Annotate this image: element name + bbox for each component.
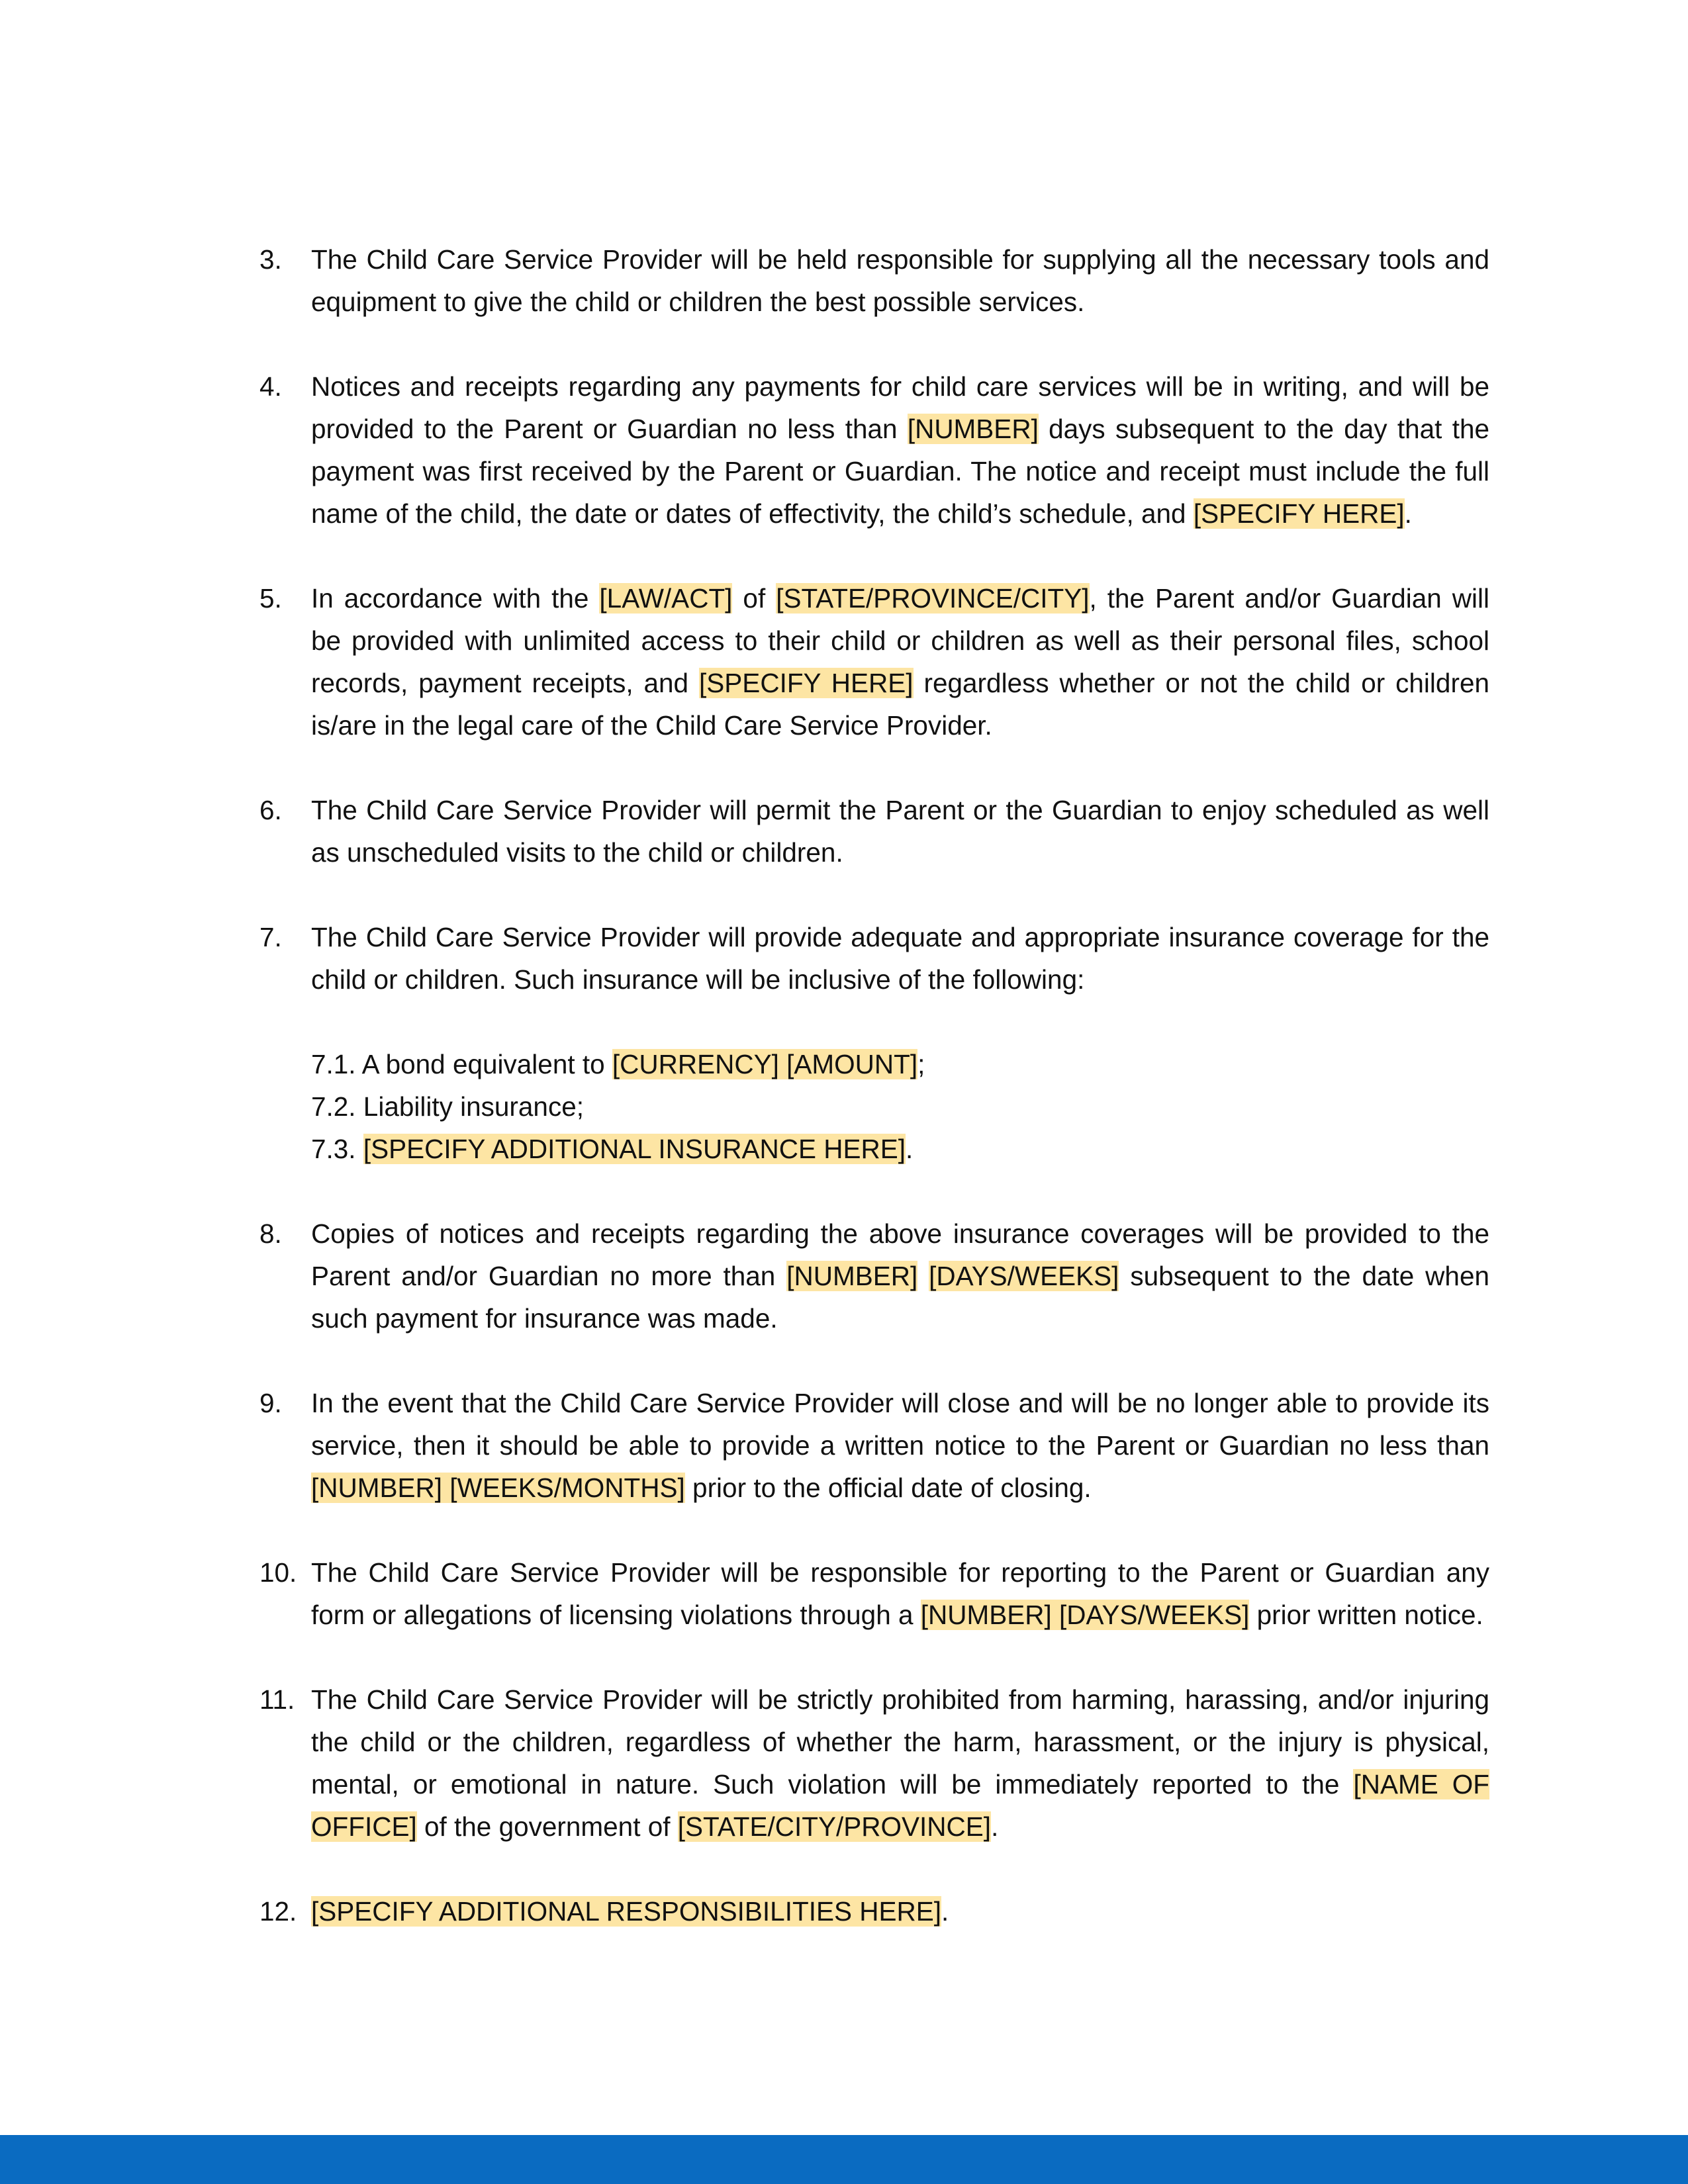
sub-clause-list <box>259 1043 1489 1170</box>
clause-item <box>259 916 1489 1001</box>
clause-item <box>259 1890 1489 1933</box>
clause-number: 4. <box>259 371 282 402</box>
clause-text <box>311 1678 1489 1848</box>
clause-text-segment: In the event that the Child Care Service Provider will close and will be no longer able to provide its service, then it should be able to provide a written notice to the Parent or Guardian no less than <box>311 1388 1489 1461</box>
clause-number: 10. <box>259 1557 297 1588</box>
placeholder-field: [LAW/ACT] <box>599 583 733 614</box>
clause-item <box>259 789 1489 874</box>
clause-text-segment: days subsequent to the day that the payment was first received by the Parent or Guardian. The notice and receipt must include the full name of the child, the date or dates of effectivity, the child’s schedule, and <box>311 414 1489 529</box>
clause-text-segment: The Child Care Service Provider will permit the Parent or the Guardian to enjoy scheduled as well as unscheduled visits to the child or children. <box>311 795 1489 868</box>
clause-text <box>311 789 1489 874</box>
clause-number: 6. <box>259 795 282 825</box>
clause-item <box>259 577 1489 747</box>
clause-text-segment: of <box>732 583 776 614</box>
clause-text-segment: regardless whether or not the child or children is/are in the legal care of the Child Care Service Provider. <box>311 668 1489 741</box>
clause-text-segment: . <box>906 1134 914 1164</box>
sub-clause-item <box>311 1128 1489 1170</box>
clause-text-segment: 7.2. Liability insurance; <box>311 1091 584 1122</box>
clause-text-segment: The Child Care Service Provider will be strictly prohibited from harming, harassing, and/or injuring the child or the children, regardless of whether the harm, harassment, or the injury is physical, mental, or emotional in nature. Such violation will be immediately reported to the <box>311 1684 1489 1799</box>
placeholder-field: [STATE/CITY/PROVINCE] <box>677 1811 992 1842</box>
clause-text-segment: . <box>991 1811 999 1842</box>
clause-text-segment: prior to the official date of closing. <box>684 1473 1092 1503</box>
placeholder-field: [NAME OF OFFICE] <box>311 1769 1489 1842</box>
placeholder-field: [STATE/PROVINCE/CITY] <box>776 583 1090 614</box>
clause-number: 7. <box>259 922 282 952</box>
placeholder-field: [DAYS/WEEKS] <box>929 1261 1119 1291</box>
clause-text-segment: subsequent to the date when such payment for insurance was made. <box>311 1261 1489 1334</box>
clause-text-segment: of the government of <box>416 1811 678 1842</box>
clause-item <box>259 238 1489 323</box>
clause-text <box>311 1551 1489 1636</box>
clause-item <box>259 1551 1489 1636</box>
placeholder-field: [SPECIFY HERE] <box>699 668 914 698</box>
placeholder-field: [NUMBER] <box>907 414 1039 444</box>
placeholder-field: [SPECIFY HERE] <box>1193 498 1405 529</box>
clause-text-segment: 7.1. A bond equivalent to <box>311 1049 612 1079</box>
clause-text <box>311 1890 1489 1933</box>
clause-number: 11. <box>259 1684 295 1715</box>
clause-text-segment: . <box>1404 498 1412 529</box>
clause-text-segment: . <box>941 1896 949 1927</box>
clause-text-segment: The Child Care Service Provider will be responsible for reporting to the Parent or Guardian any form or allegations of licensing violations through a <box>311 1557 1489 1630</box>
clause-text-segment: , the Parent and/or Guardian will be provided with unlimited access to their child or children as well as their personal files, school records, payment receipts, and <box>311 583 1489 698</box>
clause-item <box>259 1678 1489 1848</box>
clause-number: 3. <box>259 244 282 275</box>
placeholder-field: [NUMBER] [DAYS/WEEKS] <box>920 1600 1250 1630</box>
placeholder-field: [CURRENCY] [AMOUNT] <box>612 1049 918 1079</box>
clause-text <box>311 1212 1489 1340</box>
placeholder-field: [NUMBER] <box>786 1261 918 1291</box>
clause-text-segment: The Child Care Service Provider will provide adequate and appropriate insurance coverage for the child or children. Such insurance will be inclusive of the following: <box>311 922 1489 995</box>
footer-bar <box>0 2135 1688 2184</box>
clause-text <box>311 238 1489 323</box>
clause-text <box>311 577 1489 747</box>
clause-number: 8. <box>259 1218 282 1249</box>
clause-text-segment: The Child Care Service Provider will be held responsible for supplying all the necessary tools and equipment to give the child or children the best possible services. <box>311 244 1489 317</box>
clause-text <box>311 365 1489 535</box>
placeholder-field: [SPECIFY ADDITIONAL RESPONSIBILITIES HERE] <box>311 1896 942 1927</box>
clause-text-segment: prior written notice. <box>1249 1600 1483 1630</box>
clause-item <box>259 1212 1489 1340</box>
clause-text-segment: Notices and receipts regarding any payments for child care services will be in writing, and will be provided to the Parent or Guardian no less than <box>311 371 1489 444</box>
clause-text-segment: ; <box>917 1049 925 1079</box>
clause-text-segment: Copies of notices and receipts regarding the above insurance coverages will be provided to the Parent and/or Guardian no more than <box>311 1218 1489 1291</box>
clause-number: 12. <box>259 1896 297 1927</box>
document-body <box>259 238 1489 1975</box>
clause-text-segment: In accordance with the <box>311 583 600 614</box>
clause-item <box>259 365 1489 535</box>
placeholder-field: [NUMBER] [WEEKS/MONTHS] <box>311 1473 685 1503</box>
clause-item <box>259 1382 1489 1509</box>
sub-clause-item <box>311 1043 1489 1085</box>
clause-list <box>259 238 1489 1933</box>
placeholder-field: [SPECIFY ADDITIONAL INSURANCE HERE] <box>363 1134 906 1164</box>
sub-clause-item <box>311 1085 1489 1128</box>
clause-text-segment <box>917 1261 929 1291</box>
clause-text-segment: 7.3. <box>311 1134 363 1164</box>
clause-number: 5. <box>259 583 282 614</box>
clause-number: 9. <box>259 1388 282 1418</box>
clause-text <box>311 916 1489 1001</box>
clause-text <box>311 1382 1489 1509</box>
